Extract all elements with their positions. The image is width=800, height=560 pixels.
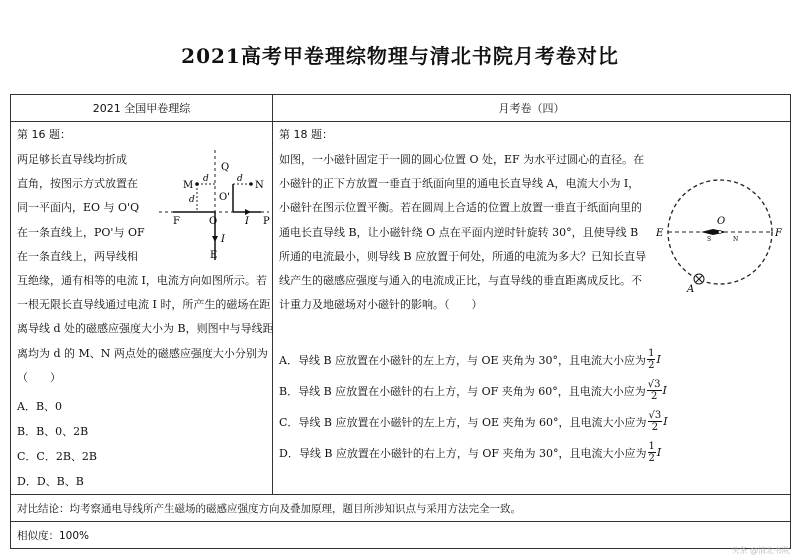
text-line: 计重力及地磁场对小磁针的影响。（ ） [279,298,483,312]
text-line: 直角，按图示方式放置在 [17,177,138,191]
option-c[interactable]: C．C．2B、2B [17,450,97,463]
current-arrow-down [212,236,218,242]
option-c[interactable] [279,406,668,437]
label-d: d [203,174,209,184]
text-line: 小磁针在图示位置平衡。若在圆周上合适的位置上放置一垂直于纸面向里的 [279,201,642,215]
text-line: 小磁针的正下方放置一垂直于纸面向里的通电长直导线 A，电流大小为 I， [279,177,640,191]
point-M [195,182,199,186]
right-header: 月考卷（四） [273,95,791,122]
fraction: $\frac{1}{2}$ [648,441,655,464]
point-N [249,182,253,186]
left-question-cell [11,122,272,494]
similarity-score: 相似度：100% [11,522,791,549]
label-E: E [210,250,218,261]
option-a[interactable] [279,344,668,375]
label-d: d [189,195,195,205]
label-I: I [245,216,249,227]
option-b[interactable]: B．B、0、2B [17,425,89,438]
current-symbol: I [663,415,668,428]
fraction: $\frac{√3}{2}$ [647,379,661,402]
left-header: 2021 全国甲卷理综 [11,95,273,122]
option-b[interactable] [279,375,668,406]
text-line: 在一条直线上，两导线相 [17,249,138,263]
label-M: M [183,180,194,191]
text-line: 所通的电流最小，则导线 B 应放置于何处，所通的电流为多大？已知长直导 [279,249,647,263]
left-options [17,394,97,494]
option-text: C．导线 B 应放置在小磁针的左上方，与 OE 夹角为 60°，且电流大小应为 [279,415,647,429]
compass-needle [701,229,727,235]
label-d: d [237,174,243,184]
current-arrow-right [245,209,251,215]
text-line: 在一条直线上，PO'与 OF [17,225,145,239]
label-F: F [173,216,180,227]
comparison-table [10,94,791,549]
watermark: 头条 @清北书院 [731,546,790,555]
text-line: （ ） [17,370,61,384]
option-a[interactable]: A．B、0 [17,400,63,413]
left-question-text-wide [17,269,274,390]
label-A: A [687,284,695,295]
label-N: N [255,180,264,191]
right-question-text [279,148,646,317]
text-line: 离均为 d 的 M、N 两点处的磁感应强度大小分别为 [17,346,268,360]
label-O: O [209,216,218,227]
fraction: $\frac{√3}{2}$ [648,410,662,433]
option-d[interactable] [279,437,668,468]
text-line: 离导线 d 处的磁感应强度大小为 B，则图中与导线距 [17,322,274,336]
label-P: P [263,216,270,227]
comparison-conclusion: 对比结论：均考察通电导线所产生磁场的磁感应强度方向及叠加原理，题目所涉知识点与采用方法完全一致。 [11,495,791,522]
label-E: E [656,228,664,239]
page-title: 2021高考甲卷理综物理与清北书院月考卷对比 [181,44,619,68]
label-I: I [221,234,225,245]
option-text: A．导线 B 应放置在小磁针的左上方，与 OE 夹角为 30°，且电流大小应为 [279,353,647,367]
text-line: 一根无限长直导线通过电流 I 时，所产生的磁场在距 [17,298,271,312]
text-line: 同一平面内，EO 与 O'Q [17,201,140,215]
label-O-prime: O' [219,192,230,203]
left-question-text-narrow [17,148,145,269]
text-line: 两足够长直导线均折成 [17,153,127,166]
right-figure [651,166,791,296]
left-figure [153,150,273,270]
left-question-number: 第 16 题： [17,128,71,141]
current-symbol: I [656,446,662,459]
fraction: $\frac{1}{2}$ [648,348,655,371]
label-S: S [707,236,712,243]
label-F: F [775,228,782,239]
text-line: 互绝缘，通有相等的电流 I，电流方向如图所示。若 [17,274,267,287]
current-symbol: I [662,384,667,397]
right-question-number: 第 18 题： [279,128,333,141]
right-options [279,344,668,468]
option-d[interactable]: D．D、B、B [17,475,84,488]
label-N: N [733,236,739,243]
right-question-cell [273,122,790,494]
option-text: B．导线 B 应放置在小磁针的右上方，与 OF 夹角为 60°，且电流大小应为 [279,384,646,398]
center-O [718,230,721,233]
label-Q: Q [221,162,230,173]
text-line: 通电长直导线 B，让小磁针绕 O 点在平面内逆时针旋转 30°，且使导线 B [279,225,639,239]
option-text: D．导线 B 应放置在小磁针的右上方，与 OF 夹角为 30°，且电流大小应为 [279,446,647,460]
text-line: 如图，一小磁针固定于一圆的圆心位置 O 处，EF 为水平过圆心的直径。在 [279,153,645,166]
text-line: 线产生的磁感应强度与通入的电流成正比，与直导线的垂直距离成反比。不 [279,274,642,288]
current-symbol: I [656,353,661,366]
label-O: O [717,216,726,227]
